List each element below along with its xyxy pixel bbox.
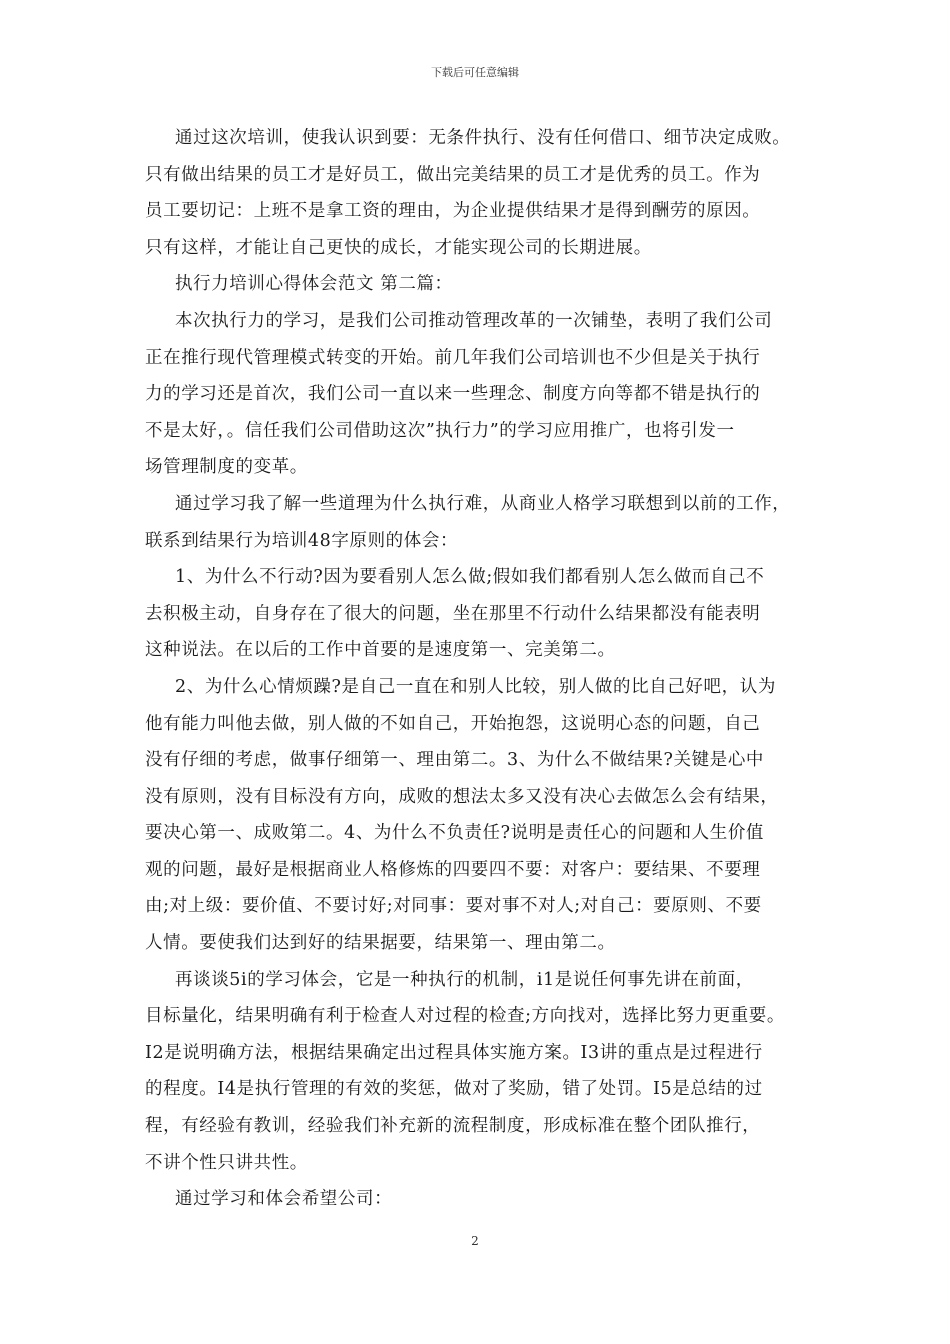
text-line: 只有做出结果的员工才是好员工，做出完美结果的员工才是优秀的员工。作为 <box>145 164 761 185</box>
text-line: 去积极主动，自身存在了很大的问题，坐在那里不行动什么结果都没有能表明 <box>145 603 761 624</box>
text-line: 由;对上级：要价值、不要讨好;对同事：要对事不对人;对自己：要原则、不要 <box>145 896 762 917</box>
text-line: 目标量化，结果明确有利于检查人对过程的检查;方向找对，选择比努力更重要。 <box>145 1006 785 1027</box>
text-line: 1、为什么不行动?因为要看别人怎么做;假如我们都看别人怎么做而自己不 <box>175 567 765 588</box>
text-line: 本次执行力的学习，是我们公司推动管理改革的一次铺垫，表明了我们公司 <box>175 310 773 331</box>
text-line: 通过学习我了解一些道理为什么执行难，从商业人格学习联想到以前的工作， <box>175 493 791 514</box>
text-line: 2、为什么心情烦躁?是自己一直在和别人比较，别人做的比自己好吧，认为 <box>175 676 776 697</box>
text-line: 要决心第一、成败第二。4、为什么不负责任?说明是责任心的问题和人生价值 <box>145 823 765 844</box>
text-line: 不讲个性只讲共性。 <box>145 1152 308 1173</box>
document-body <box>145 120 825 1218</box>
text-line: 通过这次培训，使我认识到要：无条件执行、没有任何借口、细节决定成败。 <box>175 128 791 148</box>
text-line: 执行力培训心得体会范文 第二篇： <box>175 274 453 295</box>
page-number: 2 <box>471 1234 479 1248</box>
text-line: 的程度。I4是执行管理的有效的奖惩，做对了奖励，错了处罚。I5是总结的过 <box>145 1079 763 1100</box>
text-line: 正在推行现代管理模式转变的开始。前几年我们公司培训也不少但是关于执行 <box>145 347 761 368</box>
text-line: 通过学习和体会希望公司： <box>175 1189 393 1210</box>
text-line: 人情。要使我们达到好的结果据要，结果第一、理由第二。 <box>145 933 616 954</box>
text-line: 力的学习还是首次，我们公司一直以来一些理念、制度方向等都不错是执行的 <box>145 384 761 405</box>
text-line: 员工要切记：上班不是拿工资的理由，为企业提供结果才是得到酬劳的原因。 <box>145 201 761 222</box>
text-line: 再谈谈5i的学习体会，它是一种执行的机制，i1是说任何事先讲在前面， <box>175 969 754 990</box>
text-line: 只有这样，才能让自己更快的成长，才能实现公司的长期进展。 <box>145 237 652 258</box>
text-line: 观的问题，最好是根据商业人格修炼的四要四不要：对客户：要结果、不要理 <box>145 859 761 880</box>
text-line: 程，有经验有教训，经验我们补充新的流程制度，形成标准在整个团队推行， <box>145 1116 761 1137</box>
text-line: 没有原则，没有目标没有方向，成败的想法太多又没有决心去做怎么会有结果， <box>145 786 779 807</box>
text-line: 没有仔细的考虑，做事仔细第一、理由第二。3、为什么不做结果?关键是心中 <box>145 750 765 771</box>
text-line: I2是说明确方法，根据结果确定出过程具体实施方案。I3讲的重点是过程进行 <box>145 1042 763 1063</box>
text-line: 不是太好，。信任我们公司借助这次”执行力”的学习应用推广，也将引发一 <box>145 420 735 441</box>
text-line: 联系到结果行为培训48字原则的体会： <box>145 530 459 551</box>
text-line: 他有能力叫他去做，别人做的不如自己，开始抱怨，这说明心态的问题，自己 <box>145 713 761 734</box>
page-header: 下载后可任意编辑 <box>431 66 519 79</box>
text-line: 场管理制度的变革。 <box>145 457 308 478</box>
text-line: 这种说法。在以后的工作中首要的是速度第一、完美第二。 <box>145 640 616 661</box>
